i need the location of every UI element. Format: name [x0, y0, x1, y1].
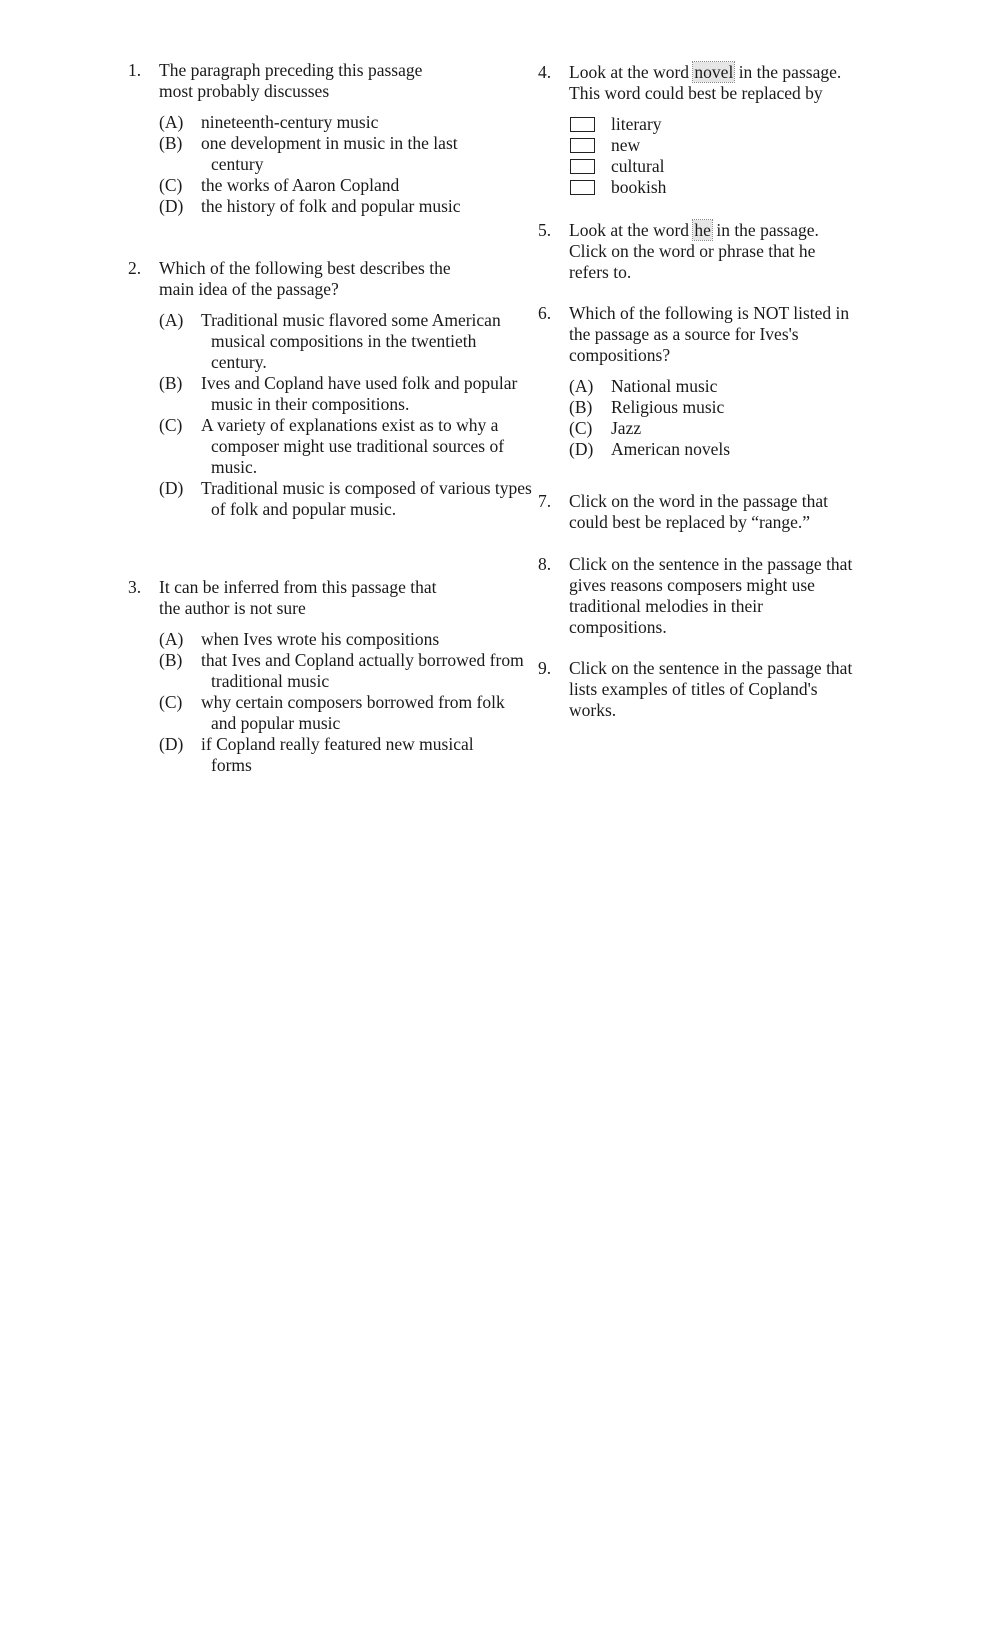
checkbox[interactable] [570, 117, 595, 132]
option-c[interactable]: (C) the works of Aaron Copland [159, 175, 400, 195]
question-stem: The paragraph preceding this passage most probably discusses [159, 60, 423, 101]
question-4 [538, 62, 908, 198]
question-number: 3. [128, 577, 142, 597]
question-stem: It can be inferred from this passage that the author is not sure [159, 577, 437, 618]
option-cultural[interactable]: cultural [538, 156, 908, 177]
question-number: 9. [538, 658, 552, 678]
question-stem: Which of the following is NOT listed in the passage as a source for Ives's compositions? [569, 303, 850, 365]
checkbox[interactable] [570, 159, 595, 174]
question-number: 7. [538, 491, 552, 511]
option-d[interactable]: (D) the history of folk and popular music [159, 196, 461, 216]
option-c[interactable]: (C) why certain composers borrowed from folk and popular music [159, 692, 505, 733]
question-8 [538, 554, 908, 638]
option-d[interactable]: (D) American novels [569, 439, 731, 459]
question-5 [538, 220, 908, 283]
question-1 [128, 60, 488, 217]
option-a[interactable]: (A) National music [569, 376, 718, 396]
question-number: 6. [538, 303, 552, 323]
question-7 [538, 491, 908, 533]
highlighted-word: he [694, 220, 711, 240]
option-b[interactable]: (B) one development in music in the last century [159, 133, 458, 174]
option-a[interactable]: (A) nineteenth-century music [159, 112, 379, 132]
option-new[interactable]: new [538, 135, 908, 156]
question-9 [538, 658, 908, 721]
option-literary[interactable]: literary [538, 114, 908, 135]
question-stem: Which of the following best describes the main idea of the passage? [159, 258, 451, 299]
highlighted-word: novel [694, 62, 734, 82]
option-b[interactable]: (B) Ives and Copland have used folk and popular music in their compositions. [159, 373, 518, 414]
question-stem: Click on the word in the passage that could best be replaced by “range.” [569, 491, 829, 532]
option-c[interactable]: (C) Jazz [569, 418, 642, 438]
question-number: 8. [538, 554, 552, 574]
question-number: 5. [538, 220, 552, 240]
question-6 [538, 303, 908, 460]
option-bookish[interactable]: bookish [538, 177, 908, 198]
option-a[interactable]: (A) when Ives wrote his compositions [159, 629, 440, 649]
question-stem: Look at the word novel in the passage. This word could best be replaced by [569, 62, 842, 103]
question-stem: Look at the word he in the passage. Click on the word or phrase that he refers to. [569, 220, 819, 282]
option-b[interactable]: (B) Religious music [569, 397, 725, 417]
question-3 [128, 577, 524, 776]
option-d[interactable]: (D) Traditional music is composed of various types of folk and popular music. [159, 478, 532, 519]
option-d[interactable]: (D) if Copland really featured new musical forms [159, 734, 474, 775]
option-c[interactable]: (C) A variety of explanations exist as to why a composer might use traditional sources of music. [159, 415, 505, 477]
question-stem: Click on the sentence in the passage that gives reasons composers might use traditional melodies in their compositions. [569, 554, 853, 637]
checkbox[interactable] [570, 180, 595, 195]
question-number: 4. [538, 62, 552, 82]
option-b[interactable]: (B) that Ives and Copland actually borrowed from traditional music [159, 650, 524, 691]
question-number: 1. [128, 60, 142, 80]
option-a[interactable]: (A) Traditional music flavored some American musical compositions in the twentieth century. [159, 310, 501, 372]
question-stem: Click on the sentence in the passage that lists examples of titles of Copland's works. [569, 658, 853, 720]
checkbox[interactable] [570, 138, 595, 153]
question-number: 2. [128, 258, 142, 278]
question-2 [128, 258, 532, 520]
